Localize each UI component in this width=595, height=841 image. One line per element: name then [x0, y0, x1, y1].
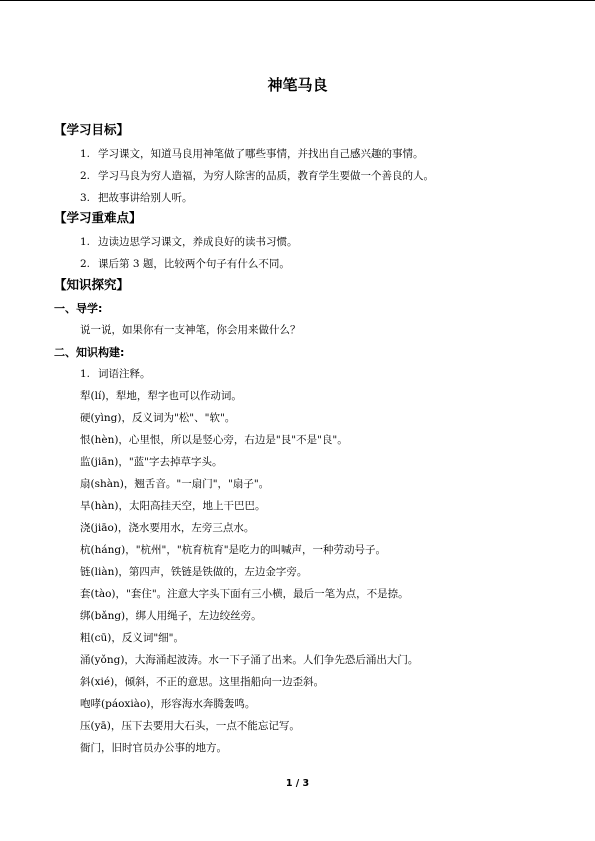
vocab-note: 恨(hèn)，心里恨，所以是竖心旁，右边是"艮"不是"良"。 — [80, 434, 348, 446]
vocab-note: 压(yā)，压下去要用大石头，一点不能忘记写。 — [80, 720, 300, 732]
vocab-note: 链(liàn)，第四声，铁链是铁做的，左边金字旁。 — [80, 566, 308, 578]
section-heading-explore: 【知识探究】 — [54, 277, 130, 292]
vocab-note: 涌(yǒng)，大海涌起波涛。水一下子涌了出来。人们争先恐后涌出大门。 — [80, 654, 419, 666]
list-item: 1. 边读边思学习课文，养成良好的读书习惯。 — [80, 236, 298, 248]
guide-text: 说一说，如果你有一支神笔，你会用来做什么？ — [80, 324, 301, 336]
vocab-note: 粗(cū)，反义词"细"。 — [80, 632, 184, 644]
list-item: 3. 把故事讲给别人听。 — [80, 192, 193, 204]
vocab-note: 杭(háng)，"杭州"，"杭育杭育"是吃力的叫喊声，一种劳动号子。 — [80, 544, 387, 556]
list-item: 2. 课后第 3 题，比较两个句子有什么不同。 — [80, 258, 290, 270]
page-title: 神笔马良 — [267, 76, 328, 94]
vocab-note: 监(jiān)，"蓝"字去掉草字头。 — [80, 456, 223, 468]
vocab-note: 斜(xié)，倾斜，不正的意思。这里指船向一边歪斜。 — [80, 676, 325, 688]
top-rule — [0, 0, 595, 1]
vocab-note: 浇(jiāo)，浇水要用水，左旁三点水。 — [80, 522, 255, 534]
list-item: 2. 学习马良为穷人造福，为穷人除害的品质，教育学生要做一个善良的人。 — [80, 170, 434, 182]
vocab-note: 扇(shàn)，翘舌音。"一扇门"，"扇子"。 — [80, 478, 270, 490]
vocab-note: 咆哮(páoxiào)，形容海水奔腾轰鸣。 — [80, 698, 256, 710]
vocab-note: 犁(lí)，犁地，犁字也可以作动词。 — [80, 390, 242, 402]
list-item: 1. 词语注释。 — [80, 368, 151, 380]
vocab-note: 套(tào)，"套住"。注意大字头下面有三小横，最后一笔为点，不是捺。 — [80, 588, 409, 600]
vocab-note: 绑(bǎng)，绑人用绳子，左边绞丝旁。 — [80, 610, 262, 622]
section-heading-objectives: 【学习目标】 — [54, 122, 130, 137]
page-number: 1 / 3 — [285, 778, 310, 789]
section-heading-keypoints: 【学习重难点】 — [54, 210, 142, 225]
vocab-note: 衙门，旧时官员办公事的地方。 — [80, 742, 227, 754]
vocab-note: 旱(hàn)，太阳高挂天空，地上干巴巴。 — [80, 500, 266, 512]
subheading-guide: 一、导学: — [54, 302, 103, 315]
vocab-note: 硬(yìng)，反义词为"松"、"软"。 — [80, 412, 236, 424]
subheading-build: 二、知识构建: — [54, 346, 125, 359]
list-item: 1. 学习课文，知道马良用神笔做了哪些事情，并找出自己感兴趣的事情。 — [80, 148, 424, 160]
